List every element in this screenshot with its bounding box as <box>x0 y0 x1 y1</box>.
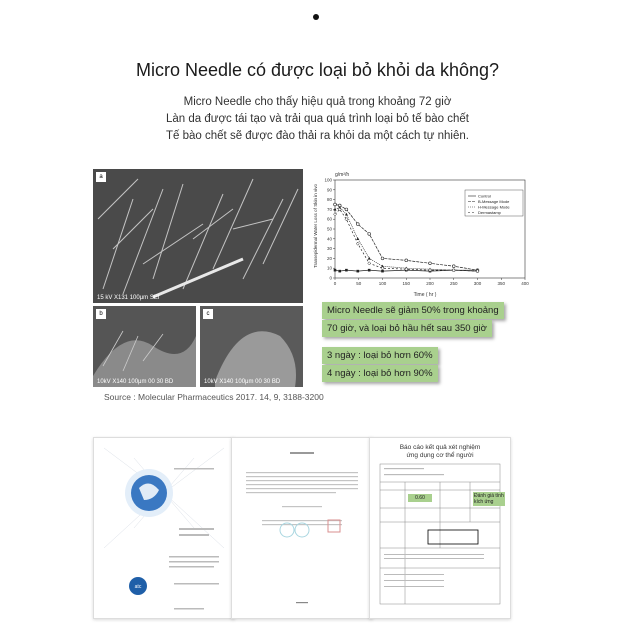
certificate-illustration <box>232 438 372 618</box>
data-point <box>334 269 337 272</box>
y-tick-label: 30 <box>326 246 332 252</box>
chart-svg <box>305 168 535 300</box>
svg-text:atc: atc <box>134 584 142 590</box>
document-certificate <box>231 437 373 619</box>
data-point <box>356 237 359 240</box>
sem-caption: 10kV X140 100μm 00 30 BD <box>204 379 281 385</box>
data-point <box>345 213 348 216</box>
source-citation: Source : Molecular Pharmaceutics 2017. 14, 9, 3188-3200 <box>104 392 324 402</box>
data-point <box>381 257 384 260</box>
y-unit: g/m²/h <box>335 172 350 178</box>
sem-tag: b <box>96 309 106 319</box>
data-point <box>357 270 360 273</box>
y-tick-label: 10 <box>326 265 332 271</box>
x-tick-label: 150 <box>402 281 411 286</box>
callout-4: 4 ngày : loại bỏ hơn 90% <box>322 365 438 382</box>
report-value: 0.60 <box>408 494 432 502</box>
sem-caption: 15 kV X131 100μm SEI <box>97 295 160 301</box>
data-point <box>452 265 455 268</box>
y-tick-label: 80 <box>326 197 332 203</box>
data-point <box>405 259 408 262</box>
y-tick-label: 50 <box>326 226 332 232</box>
x-axis-label: Time ( hr ) <box>413 292 437 298</box>
report-note: Đánh giá tính kích ứng <box>474 493 504 505</box>
cover-illustration <box>94 438 234 618</box>
y-tick-label: 90 <box>326 187 332 193</box>
legend-label: B-Message Mode <box>478 199 510 204</box>
x-tick-label: 400 <box>521 281 529 286</box>
data-point <box>345 269 348 272</box>
x-tick-label: 50 <box>356 281 362 286</box>
document-cover <box>93 437 235 619</box>
x-tick-label: 300 <box>473 281 482 286</box>
y-tick-label: 60 <box>326 216 332 222</box>
document-report <box>369 437 511 619</box>
data-point <box>429 262 432 265</box>
y-tick-label: 20 <box>326 255 332 261</box>
data-point <box>368 262 371 265</box>
subtitle-line-1: Micro Needle cho thấy hiệu quả trong khoảng 72 giờ <box>183 96 452 108</box>
sem-image-left <box>93 306 196 387</box>
sem-tag: c <box>203 309 213 319</box>
x-tick-label: 350 <box>497 281 506 286</box>
sem-caption: 10kV X140 100μm 00 30 BD <box>97 379 174 385</box>
y-tick-label: 0 <box>329 275 332 281</box>
data-point <box>334 203 337 206</box>
report-title-line-2: ứng dụng cơ thể người <box>406 452 474 459</box>
x-tick-label: 100 <box>378 281 387 286</box>
legend-label: Control <box>478 193 491 199</box>
subtitle-line-2: Làn da được tái tạo và trải qua quá trình loại bỏ tế bào chết <box>166 113 469 125</box>
x-tick-label: 200 <box>426 281 434 286</box>
twl-chart <box>305 168 535 300</box>
data-point <box>368 233 371 236</box>
page-dot <box>313 14 319 20</box>
sem-image-main <box>93 169 303 303</box>
callout-2: 70 giờ, và loại bỏ hầu hết sau 350 giờ <box>322 320 492 337</box>
data-point <box>338 270 341 273</box>
data-point <box>368 269 371 272</box>
data-point <box>345 208 348 211</box>
data-point <box>356 242 359 245</box>
page-title: Micro Needle có được loại bỏ khỏi da không? <box>135 60 500 80</box>
x-tick-label: 0 <box>333 281 337 286</box>
y-axis-label: Transepidermal Water Loss of Skin in vivo <box>313 184 318 268</box>
sem-tag: a <box>96 172 106 182</box>
callout-1: Micro Needle sẽ giảm 50% trong khoảng <box>322 302 504 319</box>
y-tick-label: 40 <box>326 236 332 242</box>
legend-label: Dermastamp <box>478 210 501 215</box>
report-title-line-1: Báo cáo kết quả xét nghiệm <box>399 444 481 451</box>
y-tick-label: 100 <box>324 177 332 183</box>
report-table <box>370 438 510 618</box>
stamp-icon <box>328 520 340 532</box>
subtitle-line-3: Tế bào chết sẽ được đào thải ra khỏi da một cách tự nhiên. <box>166 130 469 142</box>
sem-image-right <box>200 306 303 387</box>
y-tick-label: 70 <box>326 206 332 212</box>
x-tick-label: 250 <box>449 281 458 286</box>
callout-3: 3 ngày : loại bỏ hơn 60% <box>322 347 438 364</box>
data-point <box>381 270 384 273</box>
data-point <box>356 223 359 226</box>
legend-label: H-Message Mode <box>478 204 510 210</box>
